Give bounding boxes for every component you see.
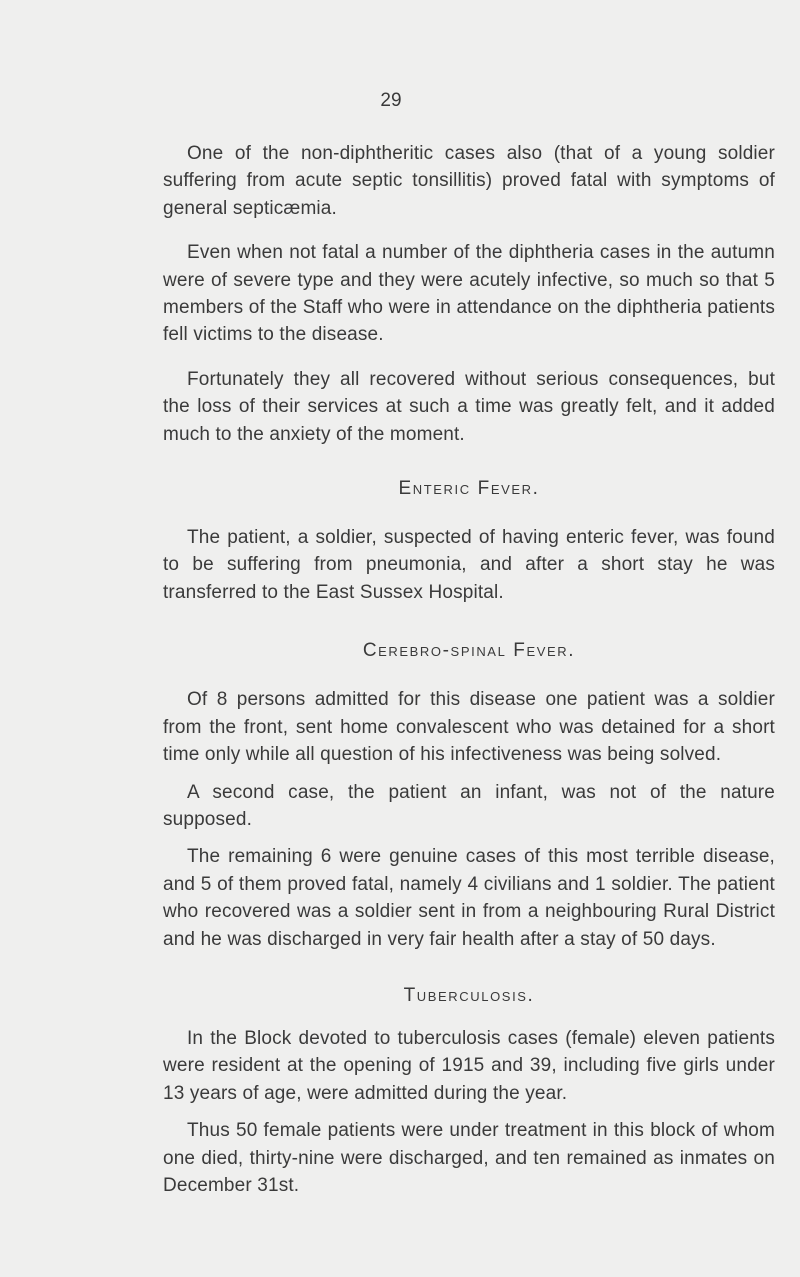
paragraph: In the Block devoted to tuberculosis cases (female) eleven patients were resident at the opening of 1915 and 39, including five girls under 13 years of age, were admitted during the year. — [163, 1027, 775, 1104]
paragraph: The patient, a soldier, suspected of having enteric fever, was found to be suffering from pneumonia, and after a short stay he was transferred to the East Sussex Hospital. — [163, 527, 775, 603]
paragraph: A second case, the patient an infant, was not of the nature supposed. — [163, 781, 775, 830]
paragraph: Fortunately they all recovered without serious consequences, but the loss of their services at such a time was greatly felt, and it added much to the anxiety of the moment. — [163, 368, 775, 445]
paragraph: The remaining 6 were genuine cases of this most terrible disease, and 5 of them proved fatal, namely 4 civilians and 1 soldier. The patient who recovered was a soldier sent in from a neighbouring Rural District and he was discharged in very fair health after a stay of 50 days. — [163, 846, 775, 950]
page-body — [163, 140, 775, 1199]
paragraph: One of the non-diphtheritic cases also (that of a young soldier suffering from acute septic tonsillitis) proved fatal with symptoms of general septicæmia. — [163, 143, 775, 219]
paragraph: Thus 50 female patients were under treatment in this block of whom one died, thirty-nine were discharged, and ten remained as inmates on December 31st. — [163, 1120, 775, 1196]
section-heading-tuberculosis: Tuberculosis. — [403, 984, 535, 1006]
paragraph: Of 8 persons admitted for this disease one patient was a soldier from the front, sent home convalescent who was detained for a short time only while all question of his infectiveness was being solved. — [163, 689, 775, 766]
section-heading-cerebro-spinal-fever: Cerebro-spinal Fever. — [362, 640, 576, 662]
section-heading-enteric-fever: Enteric Fever. — [398, 478, 540, 500]
page-number: 29 — [380, 90, 402, 111]
paragraph: Even when not fatal a number of the diphtheria cases in the autumn were of severe type and they were acutely infective, so much so that 5 members of the Staff who were in attendance on the diphtheria patients fell victims to the disease. — [163, 242, 775, 346]
